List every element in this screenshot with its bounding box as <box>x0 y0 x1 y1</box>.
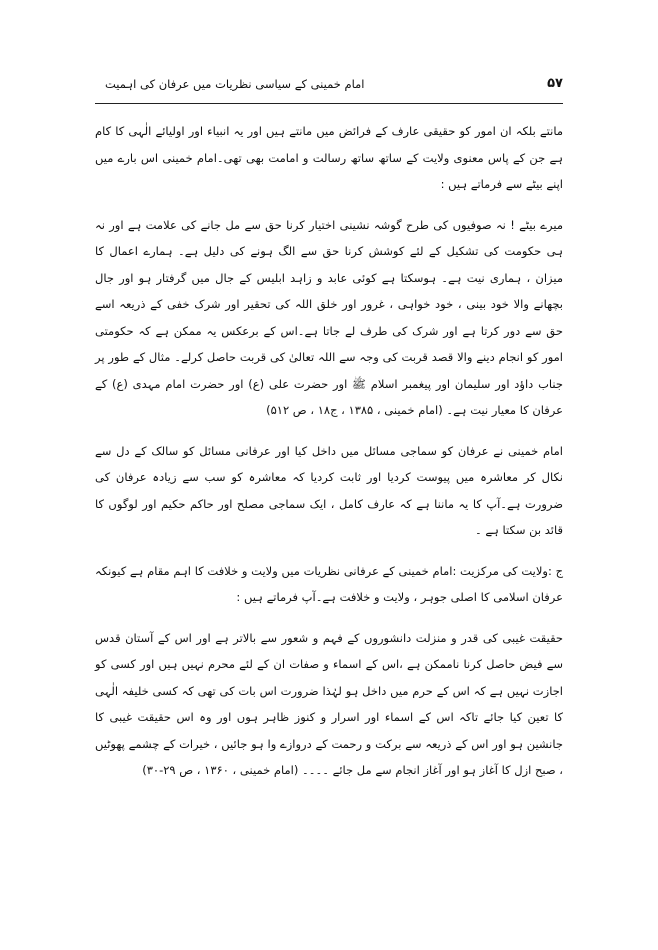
page-header <box>95 72 563 98</box>
section-heading-paragraph: ج :ولایت کی مرکزیت :امام خمینی کے عرفانی نظریات میں ولایت و خلافت کا اہم مقام ہے کیونکہ عرفان اسلامی کا اصلی جوہر ، ولایت و خلافت ہے۔آپ فرماتے ہیں : <box>95 563 563 604</box>
paragraph-quote-1: میرے بیٹے ! نہ صوفیوں کی طرح گوشہ نشینی اختیار کرنا حق سے مل جانے کی علامت ہے اور نہ ہی حکومت کی تشکیل کے لئے کوشش کرنا حق سے الگ ہونے کی دلیل ہے۔ ہمارے اعمال کا میزان ، ہماری نیت ہے۔ ہوسکتا ہے کوئی عابد و زاہد ابلیس کے جال میں گرفتار ہو اور جال بچھانے والا خود بینی ، خود خواہی ، غرور اور خلق اللہ کی تحقیر اور شرک خفی کے ذریعہ اسے حق سے دور کرتا ہے اور شرک کی طرف لے جاتا ہے۔اس کے برعکس یہ ممکن ہے کہ حکومتی امور کو انجام دینے والا قصد قربت کی وجہ سے اللہ تعالیٰ کی قربت حاصل کرلے۔ مثال کے طور پر جناب داؤد اور سلیمان اور پیغمبر اسلام ﷺ اور حضرت علی (ع) اور حضرت امام مہدی (ع) کے عرفان کا معیار نیت ہے۔ (امام خمینی ، ۱۳۸۵ ، ج۱۸ ، ص ۵۱۲) <box>95 217 563 417</box>
paragraph-quote-2: حقیقت غیبی کی قدر و منزلت دانشوروں کے فہم و شعور سے بالاتر ہے اور اس کے آستان قدس سے فیض حاصل کرنا ناممکن ہے ،اس کے اسماء و صفات ان کے لئے محرم نہیں ہیں اور کسی کو اجازت نہیں ہے کہ اس کے حرم میں داخل ہو لہٰذا ضرورت اس بات کی تھی کہ کسی خلیفہ الٰہی کا تعین کیا جائے تاکہ اس کے اسماء اور اسرار و کنوز ظاہر ہوں اور وہ اس حقیقت غیبی کا جانشین ہو اور اس کے ذریعہ سے برکت و رحمت کے دروازے وا ہو جائیں ، خیرات کے چشمے پھوٹیں ، صبح ازل کا آغاز ہو اور آغاز انجام سے مل جائے ۔۔۔۔ (امام خمینی ، ۱۳۶۰ ، ص ۲۹-۳۰) <box>95 630 563 777</box>
body-text <box>95 118 563 784</box>
paragraph-3: امام خمینی نے عرفان کو سماجی مسائل میں داخل کیا اور عرفانی مسائل کو سالک کے دل سے نکال کر معاشرہ میں پیوست کردیا اور ثابت کردیا کہ معاشرہ کو سب سے زیادہ عرفان کی ضرورت ہے۔آپ کا یہ ماننا ہے کہ عارف کامل ، ایک سماجی مصلح اور حاکم حکیم اور لوگوں کا قائد بن سکتا ہے ۔ <box>95 443 563 537</box>
page-number: ۵۷ <box>547 76 563 91</box>
header-rule <box>95 103 563 104</box>
paragraph-1: مانتے بلکہ ان امور کو حقیقی عارف کے فرائض میں مانتے ہیں اور یہ انبیاء اور اولیائے الٰہی کا کام ہے جن کے پاس معنوی ولایت کے ساتھ ساتھ رسالت و امامت بھی تھی۔امام خمینی اس بارے میں اپنے بیٹے سے فرماتے ہیں : <box>95 124 563 191</box>
running-title: امام خمینی کے سیاسی نظریات میں عرفان کی اہمیت <box>105 77 365 91</box>
